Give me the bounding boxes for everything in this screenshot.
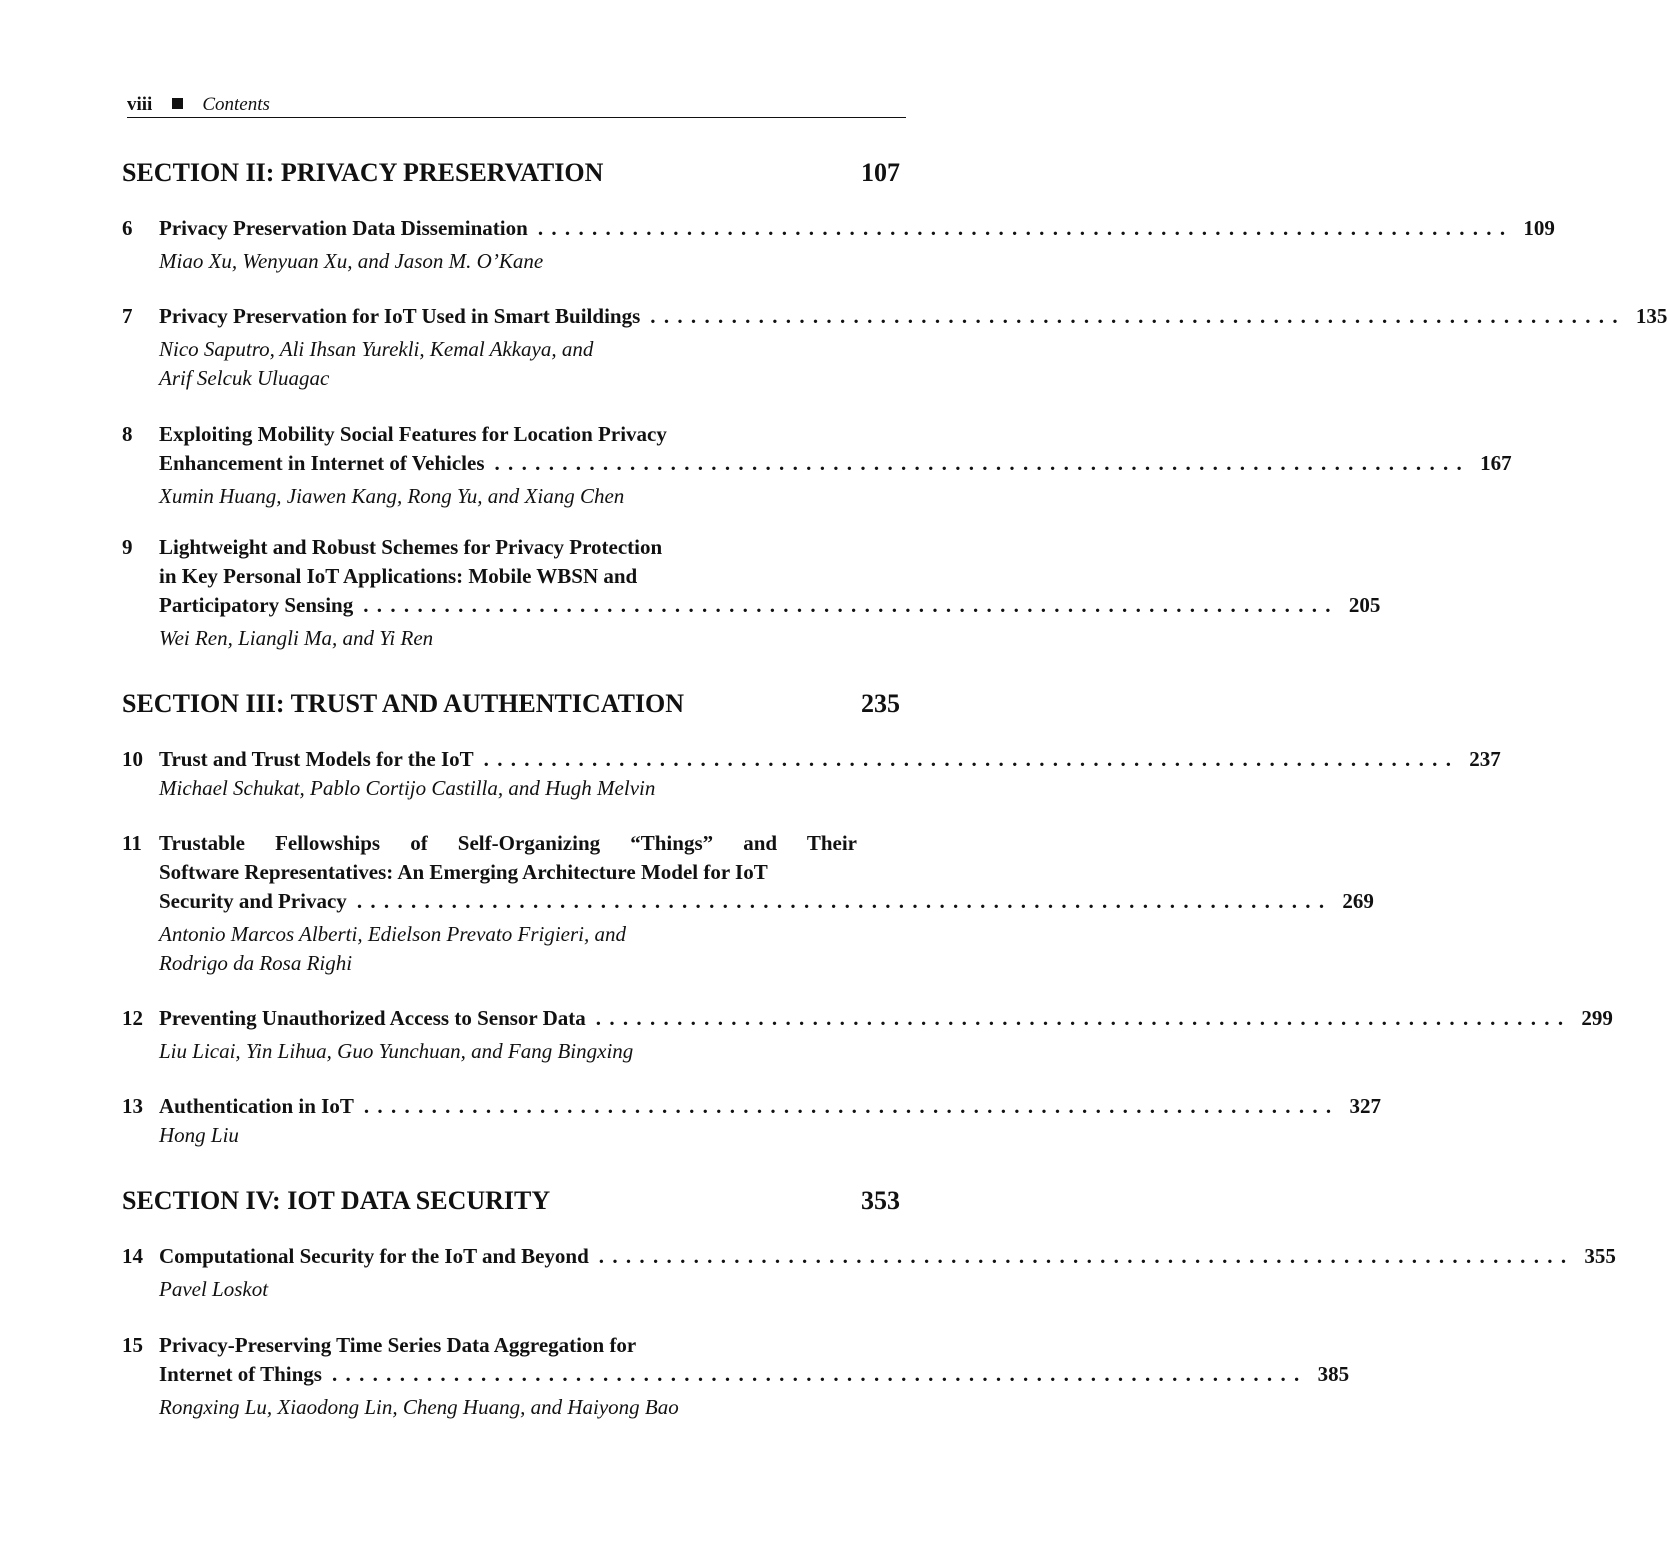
section-label: SECTION III: TRUST AND AUTHENTICATION: [122, 689, 685, 718]
author-line: Antonio Marcos Alberti, Edielson Prevato Frigieri, and: [159, 922, 627, 946]
leader-dots: ........................................................................: [494, 451, 1471, 475]
chapter-authors: Miao Xu, Wenyuan Xu, and Jason M. O’Kane: [159, 249, 544, 273]
toc-entry[interactable]: [122, 1242, 1616, 1304]
toc-entry[interactable]: [122, 829, 1374, 978]
chapter-authors: Michael Schukat, Pablo Cortijo Castilla, and Hugh Melvin: [159, 776, 656, 800]
chapter-title-line: Privacy Preservation Data Dissemination: [159, 216, 528, 240]
chapter-title-line: in Key Personal IoT Applications: Mobile WBSN and: [159, 564, 638, 588]
chapter-authors: Pavel Loskot: [159, 1277, 269, 1301]
leader-dots: ........................................................................: [598, 1244, 1575, 1268]
square-bullet-icon: [172, 98, 183, 109]
header-page-number: viii: [127, 94, 153, 115]
chapter-page: 167: [1480, 451, 1512, 475]
section-label: SECTION II: PRIVACY PRESERVATION: [122, 158, 604, 187]
chapter-title-line: Preventing Unauthorized Access to Sensor Data: [159, 1006, 586, 1030]
chapter-title-line: Software Representatives: An Emerging Architecture Model for IoT: [159, 860, 768, 884]
chapter-number: 11: [122, 831, 142, 855]
chapter-authors: Liu Licai, Yin Lihua, Guo Yunchuan, and Fang Bingxing: [159, 1039, 634, 1063]
chapter-title-line: Participatory Sensing: [159, 593, 354, 617]
chapter-page: 385: [1317, 1362, 1350, 1386]
toc-entry[interactable]: [122, 1092, 1381, 1150]
section-heading: [122, 157, 900, 189]
author-line: Rodrigo da Rosa Righi: [159, 951, 353, 975]
chapter-page: 327: [1349, 1094, 1381, 1118]
chapter-page: 269: [1342, 889, 1374, 913]
chapter-authors: Rongxing Lu, Xiaodong Lin, Cheng Huang, and Haiyong Bao: [159, 1395, 679, 1419]
author-line: Arif Selcuk Uluagac: [159, 366, 330, 390]
chapter-title-line: Privacy Preservation for IoT Used in Smart Buildings: [159, 304, 641, 328]
running-header: [127, 93, 906, 118]
chapter-authors: Hong Liu: [159, 1123, 239, 1147]
chapter-page: 135: [1635, 304, 1667, 328]
chapter-page: 205: [1348, 593, 1381, 617]
chapter-title-line: Computational Security for the IoT and Beyond: [159, 1244, 589, 1268]
chapter-page: 299: [1581, 1006, 1613, 1030]
chapter-authors: Xumin Huang, Jiawen Kang, Rong Yu, and Xiang Chen: [159, 484, 625, 508]
chapter-number: 8: [122, 422, 133, 446]
leader-dots: ........................................................................: [595, 1006, 1572, 1030]
leader-dots: ........................................................................: [537, 216, 1514, 240]
chapter-page: 109: [1523, 216, 1555, 240]
chapter-title-line: Lightweight and Robust Schemes for Privacy Protection: [159, 535, 663, 559]
section-page: 235: [861, 689, 900, 718]
section-page: 353: [861, 1186, 900, 1215]
toc-entry[interactable]: [122, 533, 1381, 653]
chapter-title-line: Security and Privacy: [159, 889, 347, 913]
chapter-number: 9: [122, 535, 133, 559]
leader-dots: ........................................................................: [356, 889, 1333, 913]
leader-dots: ........................................................................: [363, 1094, 1340, 1118]
chapter-authors: [159, 335, 900, 393]
toc-entry[interactable]: [122, 420, 1512, 511]
section-page: 107: [861, 158, 900, 187]
toc-entry[interactable]: [122, 1004, 1613, 1066]
author-line: Nico Saputro, Ali Ihsan Yurekli, Kemal Akkaya, and: [159, 337, 594, 361]
chapter-authors: Wei Ren, Liangli Ma, and Yi Ren: [159, 626, 434, 650]
toc-entry[interactable]: [122, 1331, 1350, 1422]
section-label: SECTION IV: IOT DATA SECURITY: [122, 1186, 551, 1215]
chapter-page: 355: [1584, 1244, 1616, 1268]
chapter-number: 12: [122, 1006, 143, 1030]
chapter-title-line: Exploiting Mobility Social Features for Location Privacy: [159, 422, 667, 446]
chapter-page: 237: [1469, 747, 1501, 771]
chapter-title-line: Trust and Trust Models for the IoT: [159, 747, 474, 771]
chapter-title-line: Enhancement in Internet of Vehicles: [159, 451, 485, 475]
chapter-number: 13: [122, 1094, 143, 1118]
section-heading: [122, 688, 900, 720]
header-title: Contents: [202, 94, 270, 115]
chapter-title-line: Authentication in IoT: [159, 1094, 354, 1118]
chapter-number: 15: [122, 1333, 143, 1357]
leader-dots: ........................................................................: [363, 593, 1339, 617]
chapter-title-line: Trustable Fellowships of Self-Organizing “Things” and Their: [159, 831, 857, 855]
leader-dots: ........................................................................: [483, 747, 1460, 771]
chapter-number: 7: [122, 304, 133, 328]
section-heading: [122, 1185, 900, 1217]
chapter-number: 6: [122, 216, 133, 240]
chapter-number: 10: [122, 747, 143, 771]
chapter-authors: [159, 920, 900, 978]
chapter-title-line: Privacy-Preserving Time Series Data Aggregation for: [159, 1333, 637, 1357]
leader-dots: ........................................................................: [650, 304, 1626, 328]
toc-entry[interactable]: [122, 302, 1667, 393]
chapter-title-line: Internet of Things: [159, 1362, 322, 1386]
leader-dots: ........................................................................: [331, 1362, 1308, 1386]
toc-entry[interactable]: [122, 745, 1501, 803]
chapter-number: 14: [122, 1244, 143, 1268]
toc-entry[interactable]: [122, 214, 1555, 276]
